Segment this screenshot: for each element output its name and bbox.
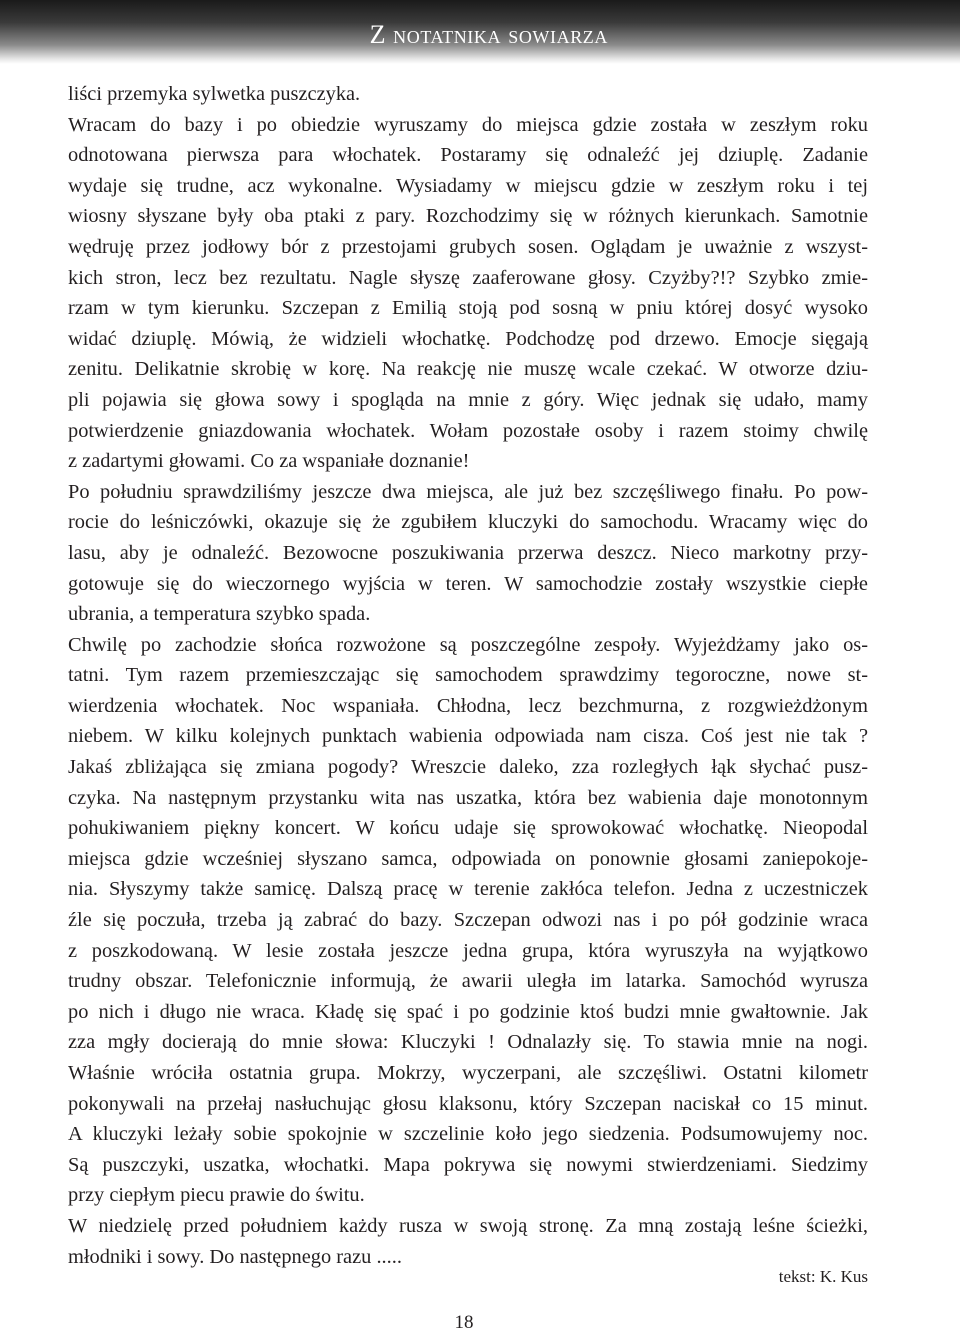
text-line: rocie do leśniczówki, okazuje się że zgubiłem kluczyki do samochodu. Wracamy więc do [68,511,868,534]
text-line: z poszkodowaną. W lesie została jeszcze jedna grupa, która wyruszyła na wyjątkowo [68,939,868,962]
text-line: gotowuje się do wieczornego wyjścia w teren. W samochodzie zostały wszystkie ciepłe [68,572,868,595]
text-line: wydaje się trudne, acz wykonalne. Wysiadamy w miejscu gdzie w zeszłym roku i tej [68,174,868,197]
text-line: pokonywali na przełaj nasłuchując głosu klaksonu, który Szczepan naciskał co 15 minut. [68,1092,868,1115]
header-band [0,0,960,64]
text-line: źle się poczuła, trzeba ją zabrać do bazy. Szczepan odwozi nas i po pół godzinie wraca [68,909,868,932]
text-line: Chwilę po zachodzie słońca rozwożone są poszczególne zespoły. Wyjeżdżamy jako os- [68,633,868,656]
text-line: wierdzenia włochatek. Noc wspaniała. Chłodna, lecz bezchmurna, z rozgwieżdżonym [68,694,868,717]
text-line: W niedzielę przed południem każdy rusza w swoją stronę. Za mną zostają leśne ścieżki, [68,1214,868,1237]
text-line: pli pojawia się głowa sowy i spogląda na mnie z góry. Więc jednak się udało, mamy [68,388,868,411]
text-line: Jakaś zbliżająca się zmiana pogody? Wreszcie daleko, zza rozległych łąk słychać pusz- [68,756,868,779]
text-line: widać dziuplę. Mówią, że widzieli włochatkę. Podchodzę pod drzewo. Emocje sięgają [68,327,868,350]
text-line: zenitu. Delikatnie skrobię w korę. Na reakcję nie muszę wcale czekać. W otworze dziu- [68,358,868,381]
text-line: odnotowana pierwsza para włochatek. Postaramy się odnaleźć jej dziuplę. Zadanie [68,144,868,167]
text-line: czyka. Na następnym przystanku wita nas uszatka, która bez wabienia daje monotonnym [68,786,868,809]
text-line: A kluczyki leżały sobie spokojnie w szczelinie koło jego siedzenia. Podsumowujemy noc. [68,1123,868,1146]
text-line: z zadartymi głowami. Co za wspaniałe doznanie! [68,450,470,473]
text-line: Właśnie wróciła ostatnia grupa. Mokrzy, wyczerpani, ale szczęśliwi. Ostatni kilometr [68,1062,868,1084]
text-line: nia. Słyszymy także samicę. Dalszą pracę w terenie zakłóca telefon. Jedna z uczestniczek [68,878,868,901]
text-line: miejsca gdzie wcześniej słyszano samca, odpowiada on ponownie głosami zaniepokoje- [68,847,868,870]
text-line: wędruję przez jodłowy bór z przestojami grubych sosen. Oglądam je uważnie z wszyst- [68,235,868,258]
text-line: młodniki i sowy. Do następnego razu ..... [68,1245,402,1268]
text-line: ubrania, a temperatura szybko spada. [68,603,371,626]
text-line: lasu, aby je odnaleźć. Bezowocne poszukiwania przerwa deszcz. Nieco markotny przy- [68,541,868,564]
text-line: kich stron, lecz bez rezultatu. Nagle słyszę zaaferowane głosy. Czyżby?!? Szybko zmie- [68,266,868,289]
article-body [68,79,868,1272]
text-line: liści przemyka sylwetka puszczyka. [68,83,361,105]
text-line: potwierdzenie gniazdowania włochatek. Wołam pozostałe osoby i razem stoimy chwilę [68,419,868,442]
text-line: rzam w tym kierunku. Szczepan z Emilią stoją pod sosną w pniu której dosyć wysoko [68,297,868,320]
text-line: Wracam do bazy i po obiedzie wyruszamy do miejsca gdzie została w zeszłym roku [68,113,868,136]
text-line: Po południu sprawdziliśmy jeszcze dwa miejsca, ale już bez szczęśliwego finału. Po pow- [68,480,868,503]
page-number: 18 [454,1312,474,1333]
text-line: po nich i długo nie wraca. Kładę się spać i po godzinie ktoś budzi mnie gwałtownie. Jak [68,1000,868,1023]
text-line: niebem. W kilku kolejnych punktach wabienia odpowiada nam cisza. Coś jest nie tak ? [68,725,868,748]
text-line: przy ciepłym piecu prawie do świtu. [68,1184,365,1207]
author-credit: tekst: K. Kus [778,1267,868,1286]
text-line: Są puszczyki, uszatka, włochatki. Mapa pokrywa się nowymi stwierdzeniami. Siedzimy [68,1153,868,1176]
text-line: pohukiwaniem piękny koncert. W końcu udaje się sprowokować włochatkę. Nieopodal [68,817,868,840]
text-line: wiosny słyszane były oba ptaki z pary. Rozchodzimy się w różnych kierunkach. Samotnie [68,205,868,228]
text-line: tatni. Tym razem przemieszczając się samochodem sprawdzimy tegoroczne, nowe st- [68,664,868,687]
text-line: zza mgły docierają do mnie słowa: Kluczyki ! Odnalazły się. To stawia mnie na nogi. [68,1031,868,1054]
text-line: trudny obszar. Telefonicznie informują, że awarii uległa im latarka. Samochód wyrusza [68,970,868,993]
running-header-title: Z notatnika sowiarza [369,20,608,49]
